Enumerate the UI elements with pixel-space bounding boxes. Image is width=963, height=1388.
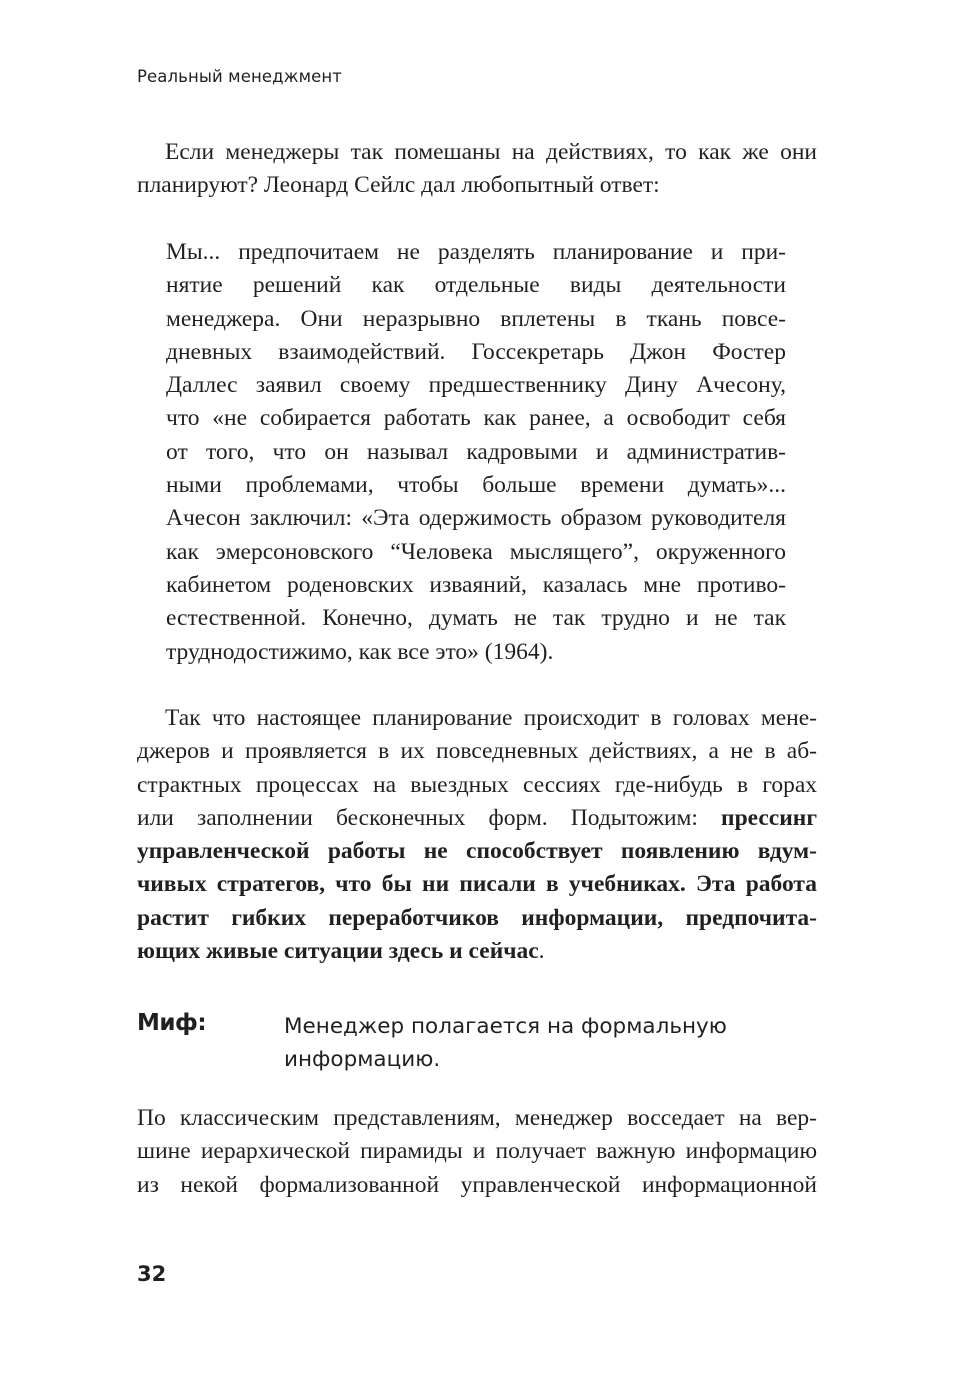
myth-block	[137, 1010, 817, 1080]
bold-text-line	[137, 835, 817, 868]
text-line: Если менеджеры так помешаны на действиях, то как же они	[165, 139, 817, 165]
text-line: шине иерархической пирамиды и получает важную информацию	[137, 1138, 817, 1165]
text-run: .	[538, 938, 545, 965]
text-line: джеров и проявляется в их повседневных действиях, а не в аб-	[137, 738, 817, 765]
conclusion-paragraph	[137, 702, 817, 968]
bold-text-run: прессинг	[721, 804, 817, 831]
quote-line: что «не собирается работать как ранее, а освободит себя	[166, 405, 786, 432]
quote-line: нятие решений как отдельные виды деятельности	[166, 272, 786, 299]
quote-line: кабинетом роденовских изваяний, казалась мне противо-	[166, 571, 786, 598]
text-line: По классическим представлениям, менеджер восседает на вер-	[137, 1105, 817, 1131]
text-run: или заполнении бесконечных форм. Подытожим:	[137, 804, 722, 831]
quote-line: труднодостижимо, как все это» (1964).	[166, 638, 554, 665]
bold-text-line	[137, 935, 817, 968]
quote-line: Ачесон заключил: «Эта одержимость образом руководителя	[166, 505, 786, 532]
myth-statement	[284, 1010, 804, 1076]
text-line: планируют? Леонард Сейлс дал любопытный ответ:	[137, 172, 660, 199]
final-paragraph	[137, 1102, 817, 1202]
myth-line: информацию.	[284, 1047, 441, 1072]
page-number: 32	[137, 1262, 167, 1286]
bold-text-line	[137, 902, 817, 935]
myth-line: Менеджер полагается на формальную	[284, 1014, 727, 1039]
quote-line: естественной. Конечно, думать не так трудно и не так	[166, 605, 786, 632]
quote-line: Даллес заявил своему предшественнику Дину Ачесону,	[166, 372, 786, 399]
myth-label: Миф:	[137, 1010, 207, 1036]
quote-line: от того, что он называл кадровыми и административ-	[166, 438, 786, 465]
bold-text-line	[137, 868, 817, 901]
text-line	[137, 802, 817, 835]
quote-line: Мы... предпочитаем не разделять планирование и при-	[166, 239, 786, 265]
block-quote	[166, 236, 786, 669]
quote-line: как эмерсоновского “Человека мыслящего”, окруженного	[166, 538, 786, 565]
bold-text-run: ющих живые ситуации здесь и сейчас	[137, 938, 539, 965]
quote-line: менеджера. Они неразрывно вплетены в ткань повсе-	[166, 305, 786, 332]
text-line: страктных процессах на выездных сессиях где-нибудь в горах	[137, 771, 817, 798]
bold-text-run: чивых стратегов, что бы ни писали в учебниках. Эта работа	[137, 871, 817, 898]
quote-line: дневных взаимодействий. Госсекретарь Джон Фостер	[166, 338, 786, 365]
text-line: Так что настоящее планирование происходит в головах мене-	[165, 705, 817, 731]
bold-text-run: растит гибких переработчиков информации, предпочита-	[137, 904, 817, 931]
intro-paragraph	[137, 136, 817, 203]
text-line: из некой формализованной управленческой информационной	[137, 1171, 817, 1198]
quote-line: ными проблемами, чтобы больше времени думать»...	[166, 472, 786, 499]
bold-text-run: управленческой работы не способствует появлению вдум-	[137, 838, 817, 865]
running-header: Реальный менеджмент	[137, 67, 342, 86]
